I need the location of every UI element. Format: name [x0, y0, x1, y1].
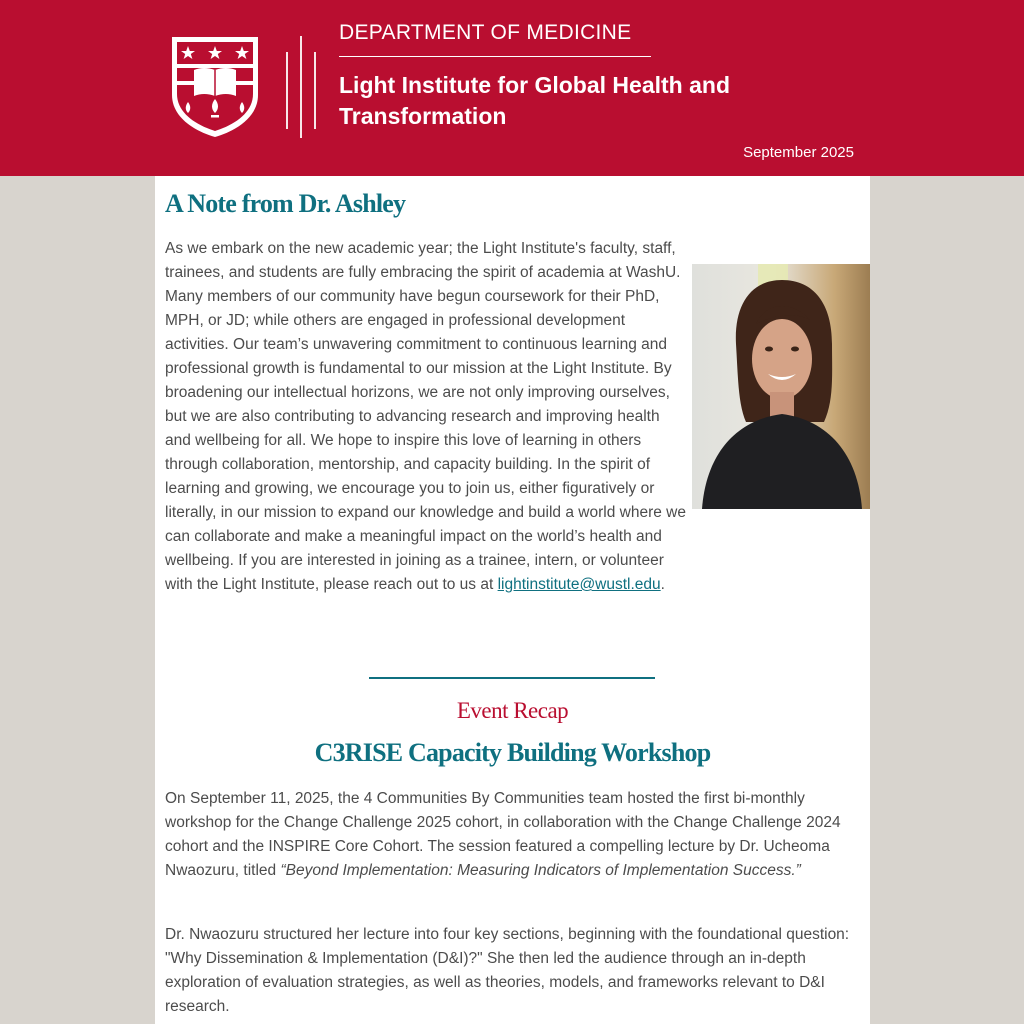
washu-shield-icon — [170, 35, 260, 138]
header-divider — [314, 52, 316, 129]
department-name: DEPARTMENT OF MEDICINE — [339, 21, 632, 44]
event-paragraph-1 — [165, 787, 857, 883]
header-divider — [286, 52, 288, 129]
department-rule — [339, 56, 651, 57]
email-link[interactable]: lightinstitute@wustl.edu — [497, 576, 661, 593]
note-body — [165, 237, 687, 597]
note-end: . — [660, 576, 665, 593]
header-divider — [300, 36, 302, 138]
issue-date: September 2025 — [743, 144, 854, 161]
event-paragraph-1-text: On September 11, 2025, the 4 Communities By Communities team hosted the first bi-monthly workshop for the Change Challenge 2025 cohort, in collaboration with the Change Challenge 2024 cohort and the INSPIRE Core Cohort. The session featured a compelling lecture by Dr. Ucheoma Nwaozuru, titled — [165, 790, 841, 879]
note-text: As we embark on the new academic year; the Light Institute's faculty, staff, trainees, and students are fully embracing the spirit of academia at WashU. Many members of our community have begun coursework for their PhD, MPH, or JD; while others are engaged in professional development activities. Our team’s unwavering commitment to continuous learning and professional growth is fundamental to our mission at the Light Institute. By broadening our intellectual horizons, we are not only improving ourselves, but we are also contributing to advancing research and improving health and wellbeing for all. We hope to inspire this love of learning in others through collaboration, mentorship, and capacity building. In the spirit of learning and growing, we encourage you to join us, either figuratively or literally, in our mission to expand our knowledge and build a world where we can collaborate and make a meaningful impact on the world’s health and wellbeing. If you are interested in joining as a trainee, intern, or volunteer with the Light Institute, please reach out to us at — [165, 240, 686, 593]
event-title: C3RISE Capacity Building Workshop — [314, 738, 711, 767]
portrait-photo — [692, 264, 870, 509]
institute-name: Light Institute for Global Health and Transformation — [339, 72, 730, 129]
section-divider — [369, 677, 655, 679]
event-eyebrow: Event Recap — [456, 698, 569, 723]
lecture-title-quote: “Beyond Implementation: Measuring Indicators of Implementation Success.” — [280, 862, 801, 879]
event-paragraph-2: Dr. Nwaozuru structured her lecture into four key sections, beginning with the foundational question: "Why Dissemination & Implementation (D&I)?" She then led the audience through an in-depth exploration of evaluation strategies, as well as theories, models, and frameworks relevant to D&I research. — [165, 926, 850, 1015]
note-title: A Note from Dr. Ashley — [165, 189, 406, 218]
